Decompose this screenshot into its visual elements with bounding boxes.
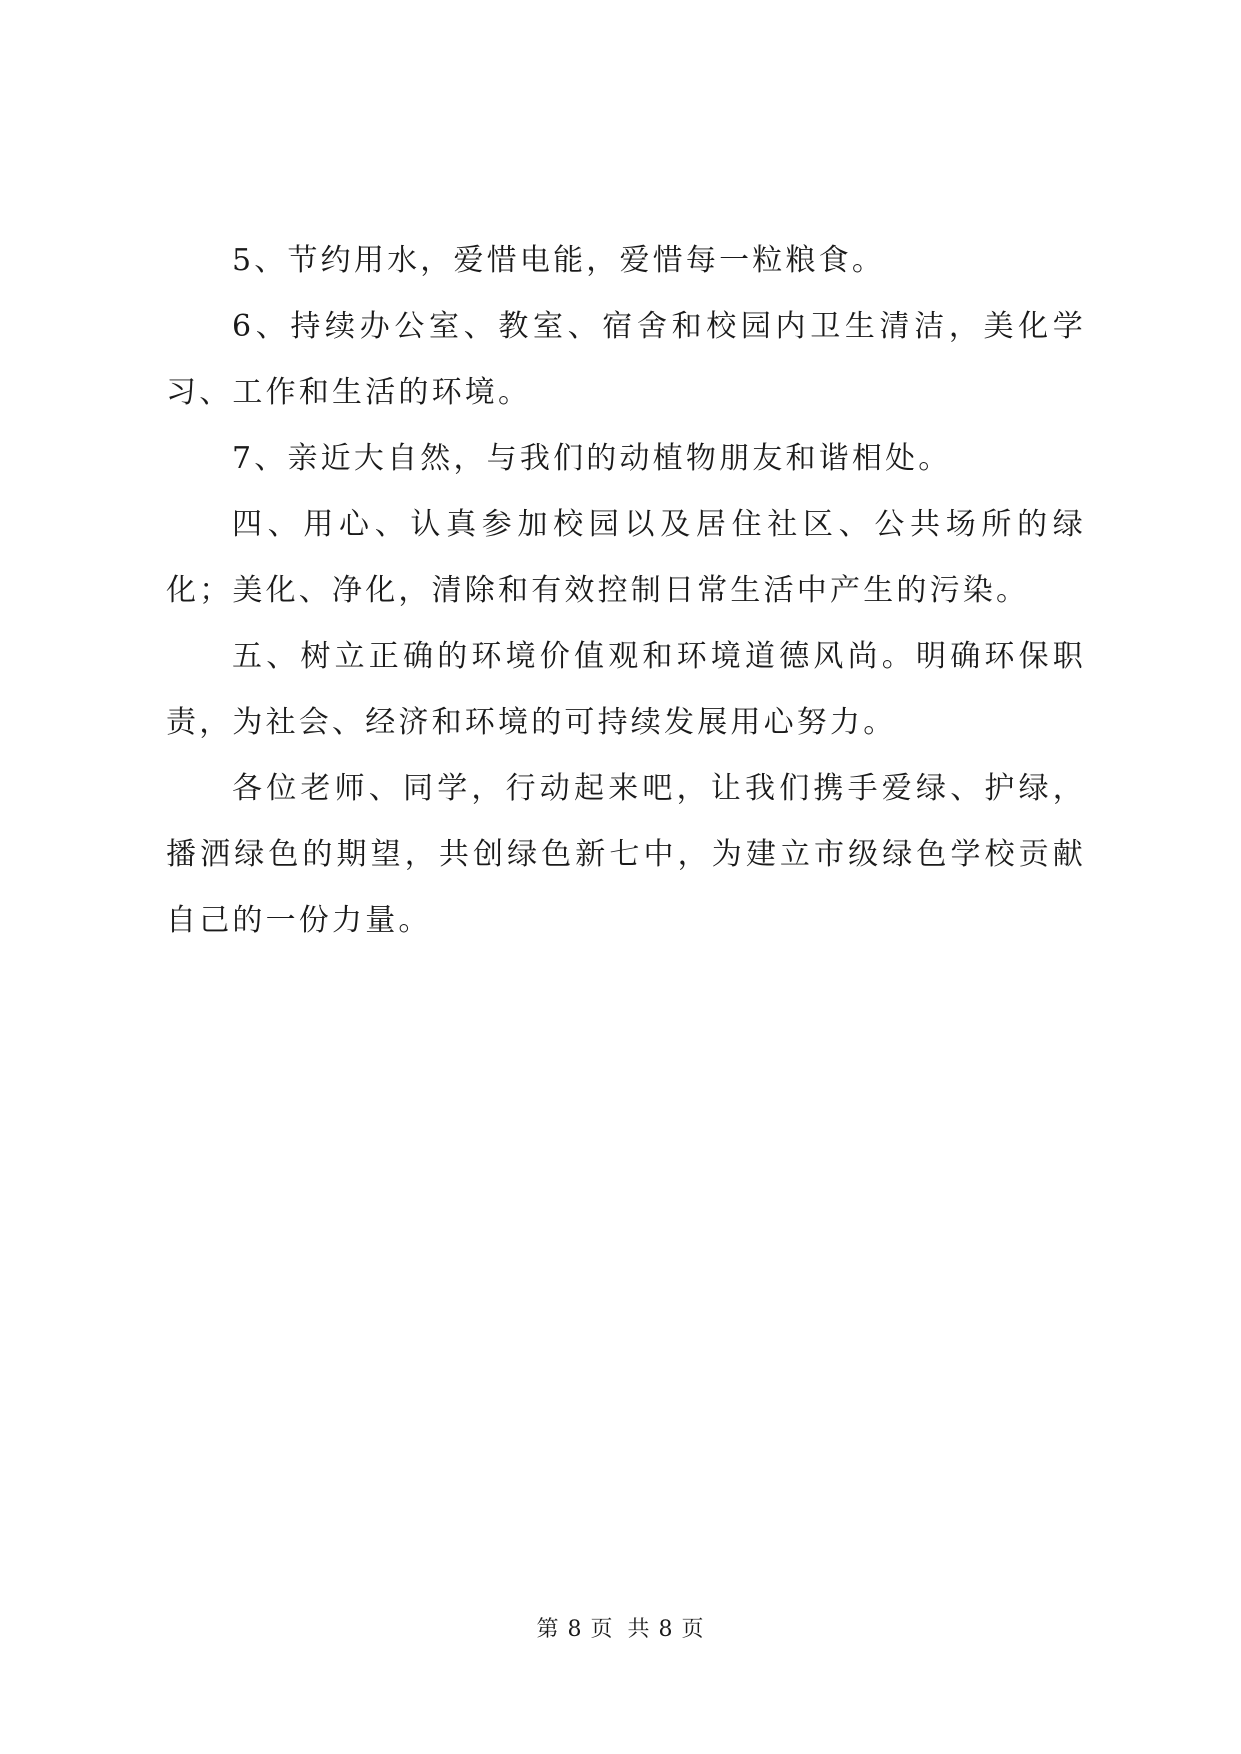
paragraph-section-4: 四、用心、认真参加校园以及居住社区、公共场所的绿化；美化、净化，清除和有效控制日常生活中产生的污染。 <box>166 507 1086 608</box>
document-body <box>166 228 1086 954</box>
page-footer <box>0 1612 1241 1643</box>
paragraph-item-6: 6、持续办公室、教室、宿舍和校园内卫生清洁，美化学习、工作和生活的环境。 <box>166 309 1086 410</box>
paragraph-closing: 各位老师、同学，行动起来吧，让我们携手爱绿、护绿，播洒绿色的期望，共创绿色新七中，为建立市级绿色学校贡献自己的一份力量。 <box>166 771 1086 938</box>
page-number-total: 共 8 页 <box>627 1617 705 1642</box>
paragraph-item-5: 5、节约用水，爱惜电能，爱惜每一粒粮食。 <box>232 243 886 278</box>
paragraph-item-7: 7、亲近大自然，与我们的动植物朋友和谐相处。 <box>232 441 952 476</box>
paragraph-section-5: 五、树立正确的环境价值观和环境道德风尚。明确环保职责，为社会、经济和环境的可持续发展用心努力。 <box>166 639 1086 740</box>
page-number-current: 第 8 页 <box>536 1617 614 1642</box>
